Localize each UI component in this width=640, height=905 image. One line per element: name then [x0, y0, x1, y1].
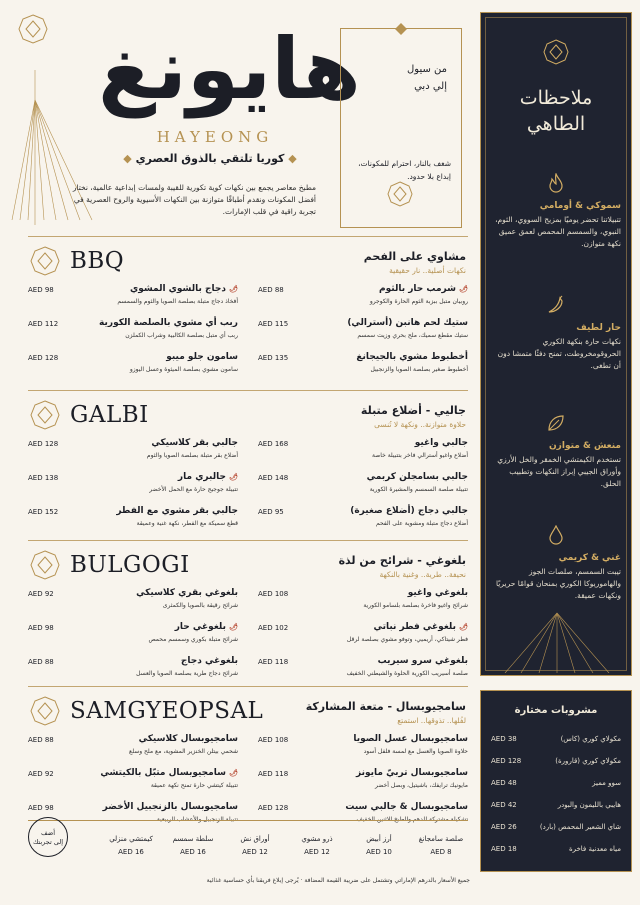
gem-icon [387, 181, 413, 207]
section-subtitle: نحيفة.. طرية.. وغنية بالنكهة [379, 570, 466, 579]
menu-item-desc: تتبيلة صلصة السمسم والمشيرة الكورية [369, 486, 468, 493]
drink-price: AED 42 [491, 801, 517, 809]
drink-price: AED 18 [491, 845, 517, 853]
extra-name: أرز أبيض [366, 835, 392, 843]
drink-price: AED 128 [491, 757, 522, 765]
menu-item-name-text: دجاج بالشوي المشوي [129, 284, 226, 294]
section-title-en: GALBI [70, 402, 149, 428]
chef-note-title: غني & كريمي [558, 553, 621, 563]
menu-item-price: AED 88 [28, 736, 54, 744]
menu-item-price: AED 168 [258, 440, 289, 448]
menu-item-desc: شحمي بيتلن الخنزير المشوية، مع ملح وسلع [129, 748, 238, 755]
menu-item [258, 506, 468, 536]
menu-item-price: AED 118 [258, 658, 289, 666]
chef-note [491, 525, 621, 602]
menu-item-name-text: سامجيوبسال تربيّ مايونز [355, 768, 468, 778]
menu-item-desc: روبيان متبل ببزبة الثوم الحارة والكوجرو [369, 298, 468, 305]
menu-item-price: AED 135 [258, 354, 289, 362]
menu-item [258, 284, 468, 314]
menu-section [28, 236, 468, 376]
menu-item-price: AED 118 [258, 770, 289, 778]
flame-icon [491, 173, 621, 197]
menu-item-name [350, 506, 468, 516]
menu-item-name [373, 622, 468, 632]
menu-item [28, 506, 238, 536]
extra-price: AED 16 [180, 848, 206, 856]
menu-item-desc: تتبيلة كيتشي حارة تمنح نكهة عميقة [150, 782, 238, 789]
menu-item-name-text: جالبي بقر كلاسيكي [151, 438, 238, 448]
menu-item-price: AED 128 [28, 354, 59, 362]
menu-item-desc: شرائح واغيو فاخرة بصلصة بلسامو الكورية [363, 602, 468, 609]
chef-note [491, 173, 621, 250]
menu-item-price: AED 128 [28, 440, 59, 448]
story-desc: شغف بالنار، احترام للمكونات، إبداع بلا حدود. [358, 159, 451, 181]
extra-name: صلصة سامجانغ [418, 835, 464, 843]
extra-name: أوراق نش [240, 835, 270, 843]
drink-name: مكولاي كوري (كاس) [560, 735, 621, 743]
menu-section [28, 390, 468, 530]
drink-row [491, 779, 621, 793]
menu-item-name [181, 656, 238, 666]
menu-item-desc: شرائح دجاج طرية بصلصة الصويا والعسل [136, 670, 238, 677]
menu-item-price: AED 102 [258, 624, 289, 632]
footer-note: جميع الأسعار بالدرهم الإماراتي وتشتمل على ضريبة القيمة المضافة · يُرجى إبلاغ فريقنا بأي حساسية غذائية [206, 877, 470, 884]
intro-paragraph: مطبخ معاصر يجمع بين نكهات كوية تكورية للقيبة ولمسات إبداعية عالمية، نختار أفضل المكونات ونقدم أطباقًا متوازنة بين النكهات الأسيوية والروح العصرية في تجربة راقية في قلب الإمارات. [72, 183, 316, 216]
menu-item-name [347, 318, 468, 328]
menu-item-desc: أخطبوط صغير بصلصة الصويا والزنجبيل [370, 366, 468, 373]
menu-item-name-text: بلغوغي بقري كلاسيكي [136, 588, 238, 598]
menu-item [258, 588, 468, 618]
extra-price: AED 16 [118, 848, 144, 856]
story-title: من سيول إلي دبي [407, 64, 447, 92]
extra-name: كيمتشي منزلي [109, 835, 153, 843]
section-divider [28, 390, 468, 391]
menu-item [28, 588, 238, 618]
drink-price: AED 38 [491, 735, 517, 743]
menu-item-name-text: سامجيوبسال كلاسيكي [138, 734, 238, 744]
menu-item-name-text: سامجيوبسال عسل الصويا [353, 734, 468, 744]
extras-bar [28, 820, 468, 866]
menu-item [28, 768, 238, 798]
menu-item-price: AED 108 [258, 736, 289, 744]
menu-item-name-text: بلغوغي حار [174, 622, 226, 632]
menu-item-price: AED 128 [258, 804, 289, 812]
leaf-icon [491, 413, 621, 437]
chili-icon [491, 295, 621, 319]
menu-item-desc: أفخاذ دجاج متبلة بصلصة الصويا والثوم والسمسم [117, 298, 238, 305]
menu-item-name-text: سامون جلو ميبو [166, 352, 238, 362]
menu-section [28, 540, 468, 680]
menu-item-price: AED 115 [258, 320, 289, 328]
extra-price: AED 12 [304, 848, 330, 856]
section-subtitle: حلاوة متوازنة.. ونكهة لا تُنسى [374, 420, 466, 429]
section-title-ar: سامجيوبسال - متعة المشاركة [305, 700, 466, 713]
menu-item-desc: سامون مشوي بصلصة الميثوة وعسل اليوزو [129, 366, 238, 373]
menu-item-name [353, 734, 468, 744]
menu-item-desc: قطع سميكة مع الفطر، نكهة غنية وعميقة [136, 520, 238, 527]
chef-note-desc: نكهات حارة بنكهة الكوري الحروقومخروطت، تمنح دفئًا متمشا دون أن تطغى. [497, 337, 621, 370]
drink-name: سوو مميز [592, 779, 621, 787]
menu-item-name-text: ربب أي مشوي بالصلصة الكورية [99, 318, 238, 328]
drink-name: هايبي بالليمون والبودر [557, 801, 621, 809]
menu-item-price: AED 98 [28, 624, 54, 632]
section-title-en: SAMGYEOPSAL [70, 698, 264, 724]
drink-name: مكولاي كوري (قارورة) [555, 757, 621, 765]
menu-item [258, 438, 468, 468]
section-title-ar: مشاوي على الفحم [363, 250, 466, 263]
section-divider [28, 540, 468, 541]
diamond-icon [395, 23, 407, 35]
extra-item [106, 835, 156, 856]
menu-item-price: AED 148 [258, 474, 289, 482]
drink-name: مياه معدنية فاخرة [568, 845, 621, 853]
menu-item-desc: أضلاع واغيو أسترالي فاخر بتتبيلة خاصة [371, 452, 468, 459]
menu-item-name-text: جالبي دجاج (أضلاع صغيرة) [350, 506, 468, 516]
brand-latin-name: HAYEONG [156, 128, 274, 146]
menu-item-name [130, 284, 238, 294]
menu-item-name-text: بلغوغي دجاج [180, 656, 238, 666]
menu-section [28, 686, 468, 826]
drink-name: شاي الشعير المحمص (بارد) [539, 823, 621, 831]
extra-name: ذرو مشوي [301, 835, 333, 843]
menu-item-desc: حلاوة الصويا والعسل مع لمسة فلفل أسود [363, 748, 468, 755]
chef-note [491, 295, 621, 372]
menu-item-name [415, 438, 468, 448]
drop-icon [491, 525, 621, 549]
chef-notes-title: ملاحظات الطاهي [519, 87, 593, 135]
menu-item-price: AED 108 [258, 590, 289, 598]
extra-item [416, 835, 466, 856]
section-title-ar: بلغوغي - شرائح من لذة [338, 554, 466, 567]
story-card [340, 28, 462, 228]
menu-item-price: AED 92 [28, 770, 54, 778]
drink-price: AED 48 [491, 779, 517, 787]
menu-item-name [116, 506, 238, 516]
section-emblem-icon [30, 696, 60, 730]
menu-item-name [103, 802, 238, 812]
menu-item-name [178, 472, 238, 482]
menu-item [28, 472, 238, 502]
menu-item-name [367, 472, 468, 482]
chef-note-title: حار لطيف [576, 323, 621, 333]
menu-item [258, 768, 468, 798]
menu-item-desc: أضلاع دجاج متبلة ومشوية على الفحم [376, 520, 468, 527]
fan-ornament-icon [501, 603, 613, 673]
menu-item-name-text: سامجيوبسال & جالبي سيت [345, 802, 468, 812]
menu-item [258, 318, 468, 348]
menu-item [28, 656, 238, 686]
section-title-ar: جاليي - أضلاع متبلة [360, 404, 466, 417]
emblem-icon [18, 14, 48, 44]
menu-item-name-text: بلغوغي واغيو [407, 588, 468, 598]
chef-note-desc: تستخدم الكيمتشي الخمقر والخل الأرزي وأوراق الجيبي إبراز النكهات وتطبيب الحلق. [497, 455, 621, 488]
menu-item-desc: تشكيلة مشتركة للدهم والطبخ للاثنين الخفيف [356, 816, 468, 823]
chef-note-title: منعش & متوازن [549, 441, 621, 451]
menu-item-price: AED 98 [28, 804, 54, 812]
chili-icon: 🌶 [459, 623, 468, 631]
menu-item [28, 438, 238, 468]
menu-item-name [139, 734, 238, 744]
menu-item-name [166, 352, 238, 362]
menu-item-name [378, 656, 468, 666]
menu-item [28, 734, 238, 764]
menu-item-desc: مايونيك ترايفك، باشيتيل، وبصل أخضر [375, 782, 468, 789]
menu-item-name [356, 768, 468, 778]
menu-item-price: AED 88 [258, 286, 284, 294]
chili-icon: 🌶 [229, 473, 238, 481]
menu-item-desc: ستيك مقطع سميك، ملح بحري وزيت سمسم [357, 332, 468, 339]
menu-item-desc: تتبيلة الزنجبيل والأعشاب الربيعية [156, 816, 238, 823]
section-divider [28, 686, 468, 687]
extra-item [168, 835, 218, 856]
menu-item-name [408, 588, 468, 598]
menu-item-desc: فطر شيتاكي، أريميي، وتوفو مشوي بصلصة لرقل [346, 636, 468, 643]
chili-icon: 🌶 [229, 285, 238, 293]
menu-item-name [345, 802, 468, 812]
menu-item-name [175, 622, 238, 632]
menu-item-price: AED 92 [28, 590, 54, 598]
tagline-text: كوريا تلتقي بالذوق العصري [135, 152, 285, 165]
menu-item-name-text: شرمب حار بالثوم [379, 284, 456, 294]
section-emblem-icon [30, 246, 60, 280]
section-emblem-icon [30, 550, 60, 584]
menu-item [28, 318, 238, 348]
menu-item-desc: شرائح متبلة بكوري وسمسم محمص [148, 636, 238, 643]
extras-badge: أضف إلى تجربتك [32, 829, 64, 846]
menu-item-name-text: جالبي بقر مشوي مع الفطر [116, 506, 238, 516]
chef-notes-panel [480, 12, 632, 676]
menu-item [28, 352, 238, 382]
menu-item [258, 472, 468, 502]
menu-item-name-text: بلغوغي سرو سيريب [377, 656, 468, 666]
emblem-icon [543, 39, 569, 65]
chef-note-desc: تيبت السمسم، صلصات الجوز والهاموريوكا الكوري بمنحان قوامًا حريريًا ونكهات عميقة. [495, 567, 621, 600]
menu-item [258, 622, 468, 652]
menu-item-name-text: أخطبوط مشوي بالجيجانغ [356, 352, 468, 362]
drink-row [491, 735, 621, 749]
tagline: ◆ كوريا تلتقي بالذوق العصري ◆ [123, 152, 297, 165]
menu-item [28, 284, 238, 314]
chili-icon: 🌶 [229, 769, 238, 777]
menu-item-name-text: سامجيوبسال بالزنجبيل الأخضر [102, 802, 238, 812]
chef-note [491, 413, 621, 490]
drink-price: AED 26 [491, 823, 517, 831]
menu-item [28, 622, 238, 652]
menu-item-price: AED 88 [28, 658, 54, 666]
chili-icon: 🌶 [459, 285, 468, 293]
menu-item [258, 352, 468, 382]
menu-item-price: AED 112 [28, 320, 59, 328]
drinks-title: مشروبات مختارة [514, 705, 598, 716]
drinks-panel [480, 690, 632, 872]
extra-item [230, 835, 280, 856]
menu-item-name [379, 284, 468, 294]
menu-item-name [356, 352, 468, 362]
section-title-en: BULGOGI [70, 552, 190, 578]
menu-item [258, 734, 468, 764]
menu-item-name-text: ستيك لحم هانبن (أسترالي) [347, 318, 468, 328]
menu-item-name [151, 438, 238, 448]
section-subtitle: لفُلها.. تذوقها.. استمتع [397, 716, 466, 725]
drink-row [491, 801, 621, 815]
menu-item-price: AED 152 [28, 508, 59, 516]
menu-item-name [100, 768, 238, 778]
menu-item-desc: صلصة أسيريب الكورية الحلوة والشيطني الخفيف [346, 670, 468, 677]
menu-item-name-text: بلغوغي فطر نباتي [373, 622, 456, 632]
menu-item-name-text: جالبري مار [177, 472, 226, 482]
section-title-en: BBQ [70, 248, 125, 274]
chili-icon: 🌶 [229, 623, 238, 631]
menu-item-name [136, 588, 238, 598]
menu-item-desc: شرائح رقيقة بالصويا والكمثرى [162, 602, 238, 609]
menu-item-desc: ربب أي متبل بصلصة الكالبية وشراب الكملزن [125, 332, 238, 339]
section-subtitle: نكهات أصلية.. نار حقيقية [389, 266, 466, 275]
extra-price: AED 8 [430, 848, 452, 856]
brand-logo: هايونغ [98, 20, 361, 118]
section-divider [28, 236, 468, 237]
menu-item-name [99, 318, 238, 328]
menu-item-price: AED 95 [258, 508, 284, 516]
menu-item [258, 656, 468, 686]
chef-note-desc: تتبيلاتنا تحضر يوميًا بمزيج السووي، الثوم، النبوي، والسمسم المحمص لعمق عميق نكهة متوازن. [495, 215, 621, 248]
extra-name: سلطة سمسم [172, 835, 214, 843]
menu-item-price: AED 138 [28, 474, 59, 482]
drink-row [491, 757, 621, 771]
menu-item-name-text: جالبي واغيو [414, 438, 468, 448]
menu-item-desc: تتبيلة جوجيج حارة مع الحمل الأخضر [149, 486, 238, 493]
extra-price: AED 12 [242, 848, 268, 856]
menu-item-name-text: جالبي بسامجلن كربمي [366, 472, 468, 482]
menu-item-desc: أضلاع بقر متبلة بصلصة الصويا والثوم [146, 452, 238, 459]
extra-price: AED 10 [366, 848, 392, 856]
extra-item [292, 835, 342, 856]
chef-note-title: سموكي & أومامي [539, 201, 621, 211]
extra-item [354, 835, 404, 856]
menu-item-name-text: سامجيوبسال متبّل بالكيتشي [100, 768, 226, 778]
drink-row [491, 845, 621, 859]
menu-item-price: AED 98 [28, 286, 54, 294]
drink-row [491, 823, 621, 837]
section-emblem-icon [30, 400, 60, 434]
